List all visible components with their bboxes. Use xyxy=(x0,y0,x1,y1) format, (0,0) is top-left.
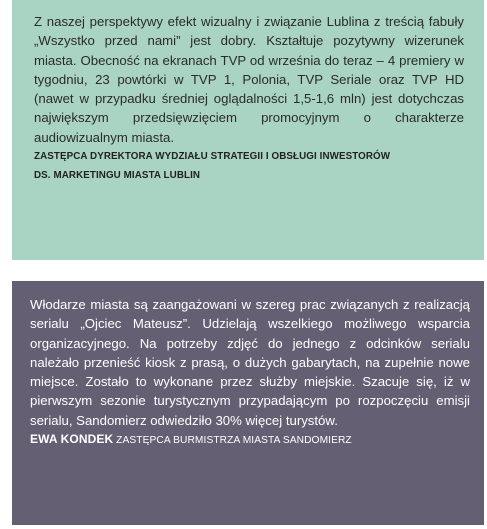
attribution-sandomierz-name: EWA KONDEK xyxy=(30,432,114,447)
quote-box-lublin xyxy=(12,0,484,260)
quote-text-lublin: Z naszej perspektywy efekt wizualny i związanie Lublina z treścią fabuły „Wszystko przed nami” jest dobry. Kształtuje pozytywny wizerunek miasta. Obecność na ekranach TVP od września do teraz – 4 premiery w tygodniu, 23 powtórki w TVP 1, Polonia, TVP Seriale oraz TVP HD (nawet w przypadku średniej oglądalności 1,5-1,6 mln) jest dotychczas największym przedsięwzięciem promocyjnym o charakterze audiowizualnym miasta. xyxy=(34,14,464,145)
quote-text-sandomierz: Włodarze miasta są zaangażowani w szereg prac związanych z realizacją serialu „Ojciec Mateusz”. Udzielają wszelkiego możliwego wsparcia organizacyjnego. Na potrzeby zdjęć do jednego z odcinków serialu należało przenieść kiosk z prasą, o dużych gabarytach, na zupełnie nowe miejsce. Zostało to wykonane przez służby miejskie. Szacuje się, iż w pierwszym sezonie turystycznym przypadającym po rozpoczęciu emisji serialu, Sandomierz odwiedziło 30% więcej turystów. xyxy=(30,297,470,428)
attribution-lublin-line1: ZASTĘPCA DYREKTORA WYDZIAŁU STRATEGII I OBSŁUGI INWESTORÓW xyxy=(34,151,391,163)
attribution-lublin-line2: DS. MARKETINGU MIASTA LUBLIN xyxy=(34,169,201,181)
quote-box-sandomierz xyxy=(12,281,484,525)
attribution-sandomierz-role: ZASTĘPCA BURMISTRZA MIASTA SANDOMIERZ xyxy=(116,435,352,447)
attribution-sandomierz xyxy=(30,430,470,451)
